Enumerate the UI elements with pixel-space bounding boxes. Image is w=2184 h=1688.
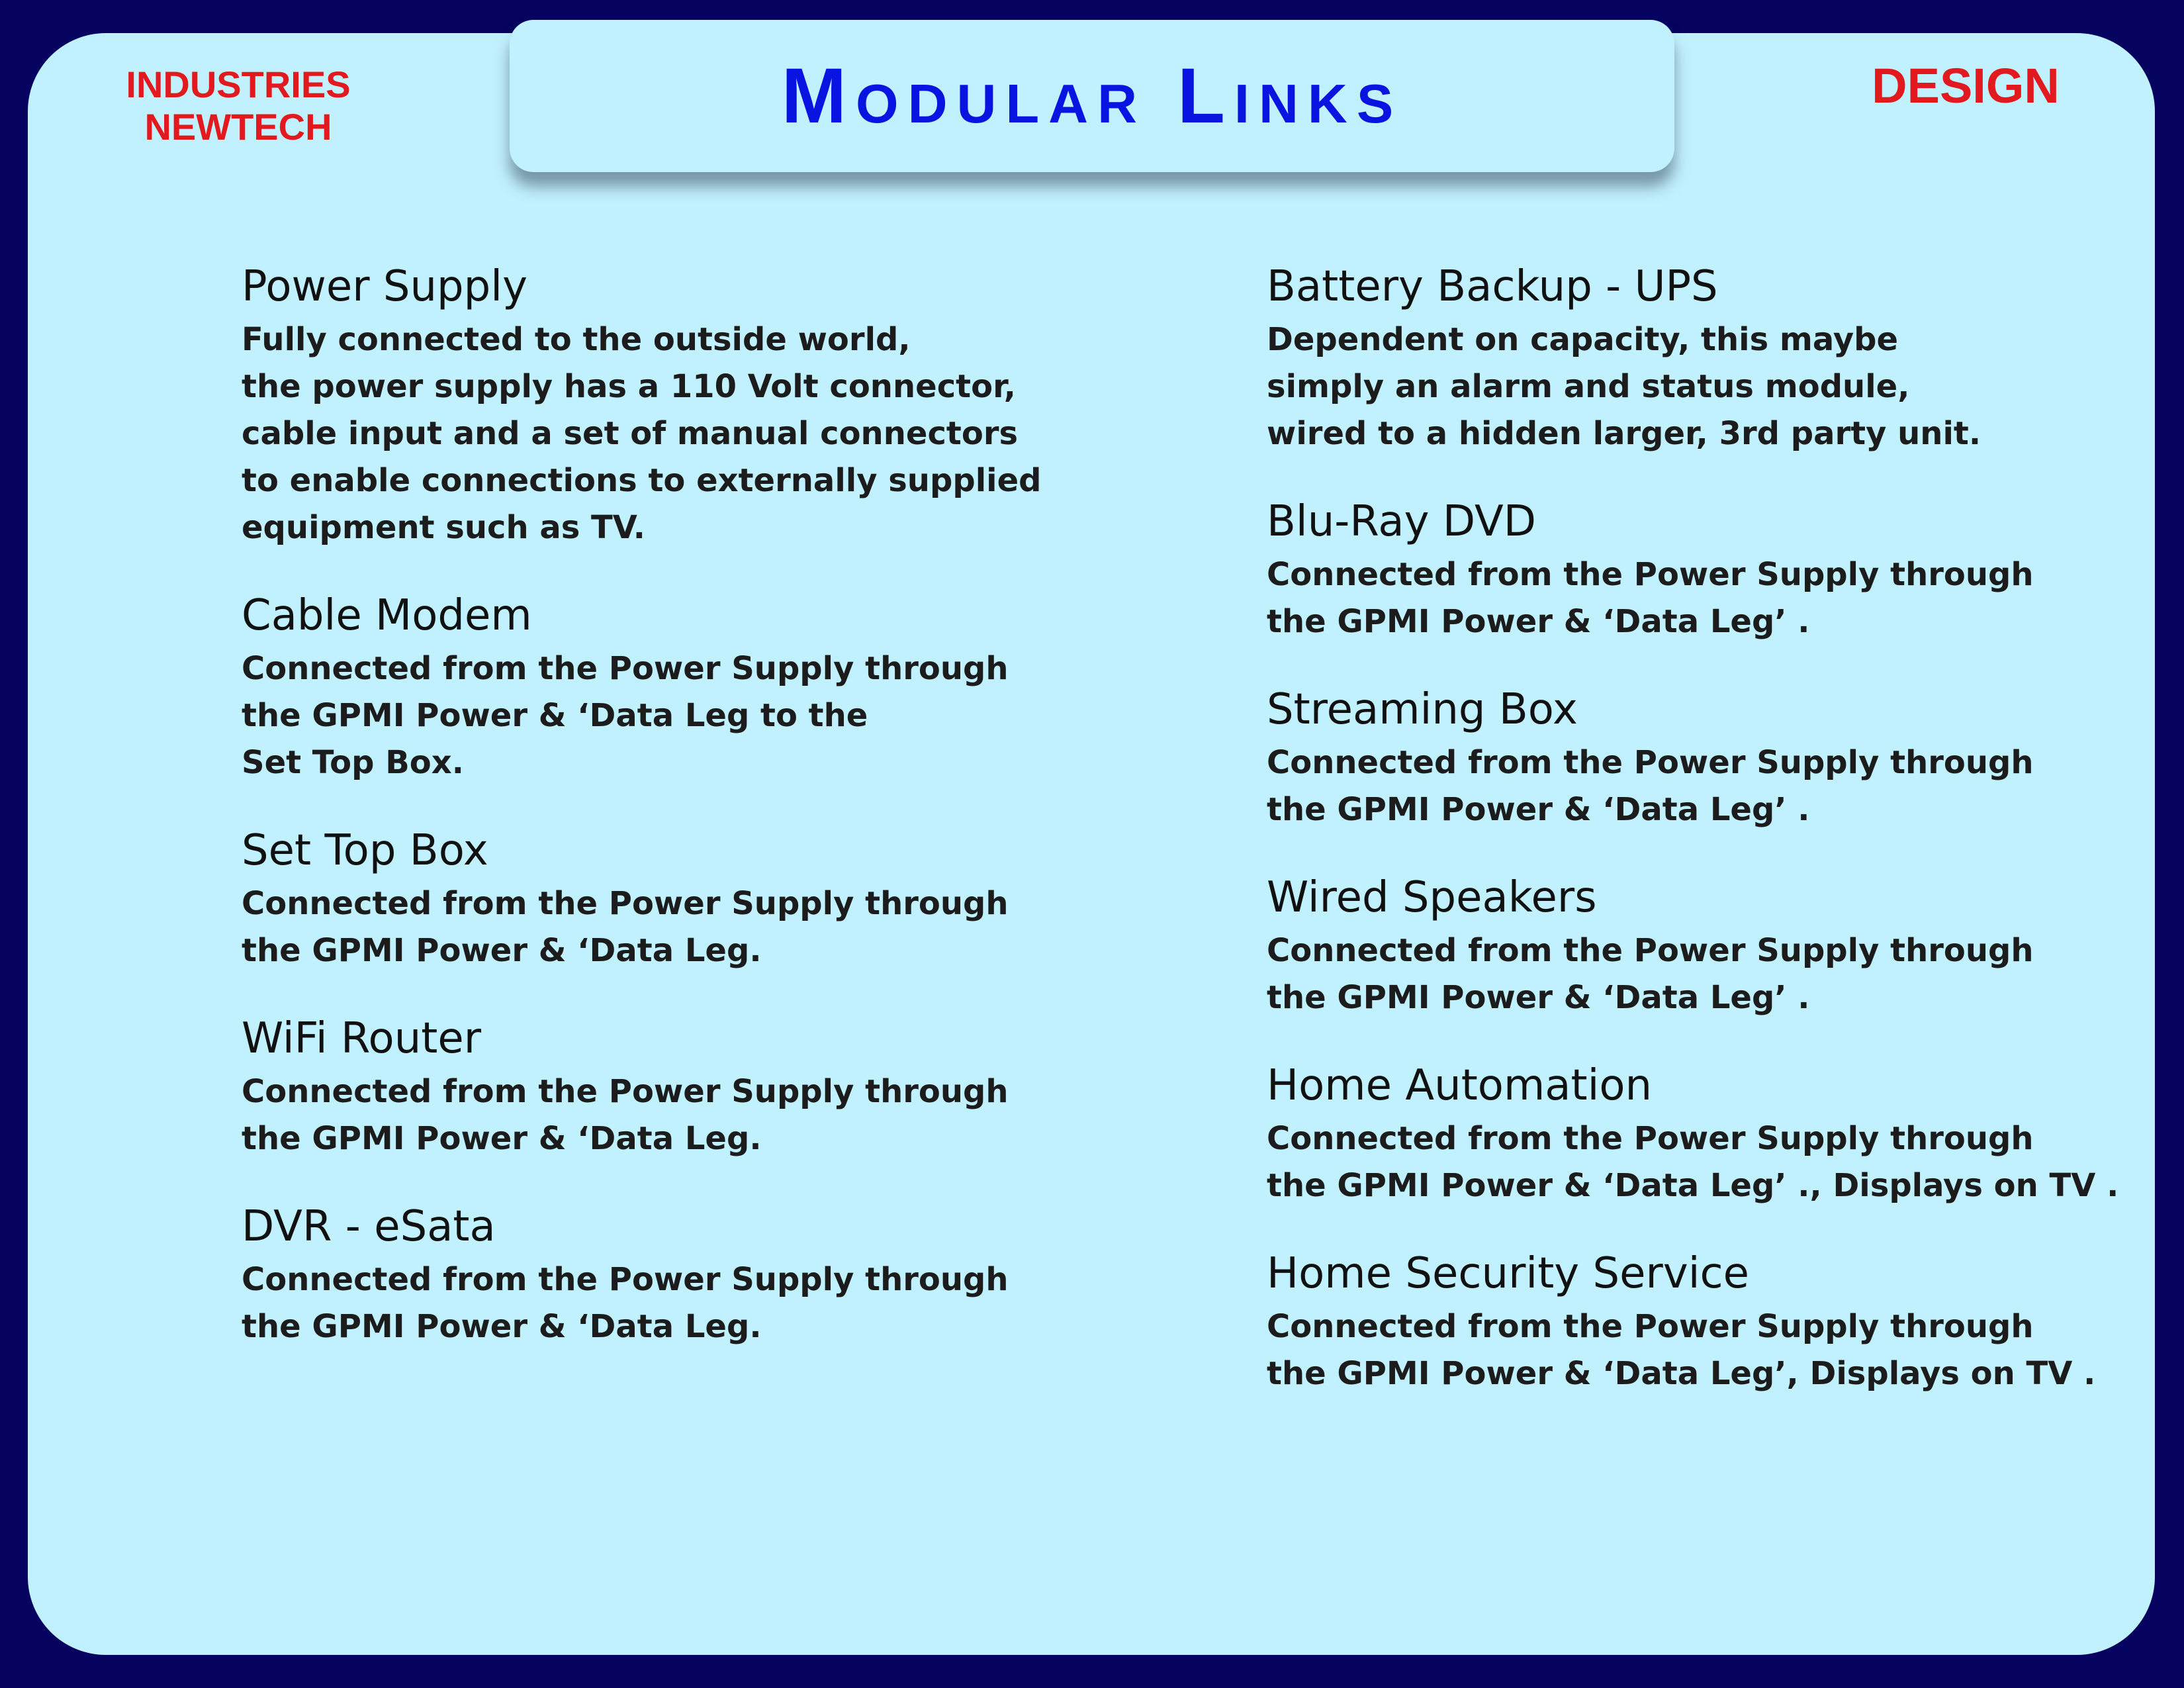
section-line: Fully connected to the outside world,: [242, 321, 911, 358]
section-heading: Cable Modem: [242, 591, 532, 640]
section-line: Connected from the Power Supply through: [1267, 932, 2034, 969]
section-heading: Home Security Service: [1267, 1249, 1750, 1298]
section-cable-modem: [242, 586, 1168, 786]
page-title: Modular Links: [781, 52, 1403, 140]
section-line: the GPMI Power & ‘Data Leg’ .: [1267, 791, 1810, 828]
section-home-security-service: [1267, 1244, 2127, 1397]
section-line: wired to a hidden larger, 3rd party unit.: [1267, 415, 1981, 452]
section-heading: Set Top Box: [242, 826, 488, 875]
right-column: [1267, 257, 2127, 1397]
section-wifi-router: [242, 1009, 1168, 1162]
section-line: the GPMI Power & ‘Data Leg’ .: [1267, 603, 1810, 640]
section-line: the GPMI Power & ‘Data Leg to the: [242, 697, 868, 734]
section-dvr-esata: [242, 1197, 1168, 1350]
section-line: simply an alarm and status module,: [1267, 368, 1910, 405]
section-line: Connected from the Power Supply through: [242, 1073, 1009, 1110]
section-line: Connected from the Power Supply through: [242, 650, 1009, 687]
section-line: Connected from the Power Supply through: [1267, 744, 2034, 781]
brand-line-1: INDUSTRIES: [126, 64, 351, 105]
section-heading: Battery Backup - UPS: [1267, 262, 1718, 311]
brand-industries-newtech: [79, 64, 397, 148]
section-heading: Power Supply: [242, 262, 527, 311]
section-line: to enable connections to externally supplied: [242, 462, 1042, 499]
section-heading: Home Automation: [1267, 1061, 1653, 1110]
section-streaming-box: [1267, 680, 2127, 833]
section-line: Dependent on capacity, this maybe: [1267, 321, 1899, 358]
section-battery-backup: [1267, 257, 2127, 457]
section-line: Connected from the Power Supply through: [1267, 556, 2034, 593]
section-set-top-box: [242, 821, 1168, 974]
section-line: the GPMI Power & ‘Data Leg.: [242, 932, 762, 969]
section-power-supply: [242, 257, 1168, 551]
section-heading: DVR - eSata: [242, 1202, 496, 1251]
section-home-automation: [1267, 1056, 2127, 1209]
section-line: Connected from the Power Supply through: [1267, 1308, 2034, 1345]
section-blu-ray-dvd: [1267, 492, 2127, 645]
section-line: the GPMI Power & ‘Data Leg’ .: [1267, 979, 1810, 1016]
section-line: cable input and a set of manual connectors: [242, 415, 1019, 452]
section-line: the GPMI Power & ‘Data Leg.: [242, 1308, 762, 1345]
section-line: Connected from the Power Supply through: [1267, 1120, 2034, 1157]
brand-design: DESIGN: [1872, 58, 2060, 113]
left-column: [242, 257, 1168, 1350]
section-line: the GPMI Power & ‘Data Leg’ ., Displays on TV .: [1267, 1167, 2119, 1204]
section-line: Set Top Box.: [242, 744, 464, 781]
section-line: Connected from the Power Supply through: [242, 1261, 1009, 1298]
section-line: the GPMI Power & ‘Data Leg.: [242, 1120, 762, 1157]
section-heading: Blu-Ray DVD: [1267, 497, 1537, 546]
section-heading: Streaming Box: [1267, 685, 1578, 734]
section-heading: WiFi Router: [242, 1014, 482, 1063]
section-line: Connected from the Power Supply through: [242, 885, 1009, 922]
section-line: equipment such as TV.: [242, 509, 645, 546]
section-heading: Wired Speakers: [1267, 873, 1597, 922]
section-line: the power supply has a 110 Volt connector,: [242, 368, 1016, 405]
title-banner: [510, 20, 1674, 172]
section-line: the GPMI Power & ‘Data Leg’, Displays on TV .: [1267, 1355, 2096, 1392]
section-wired-speakers: [1267, 868, 2127, 1021]
brand-line-2: NEWTECH: [144, 106, 332, 148]
